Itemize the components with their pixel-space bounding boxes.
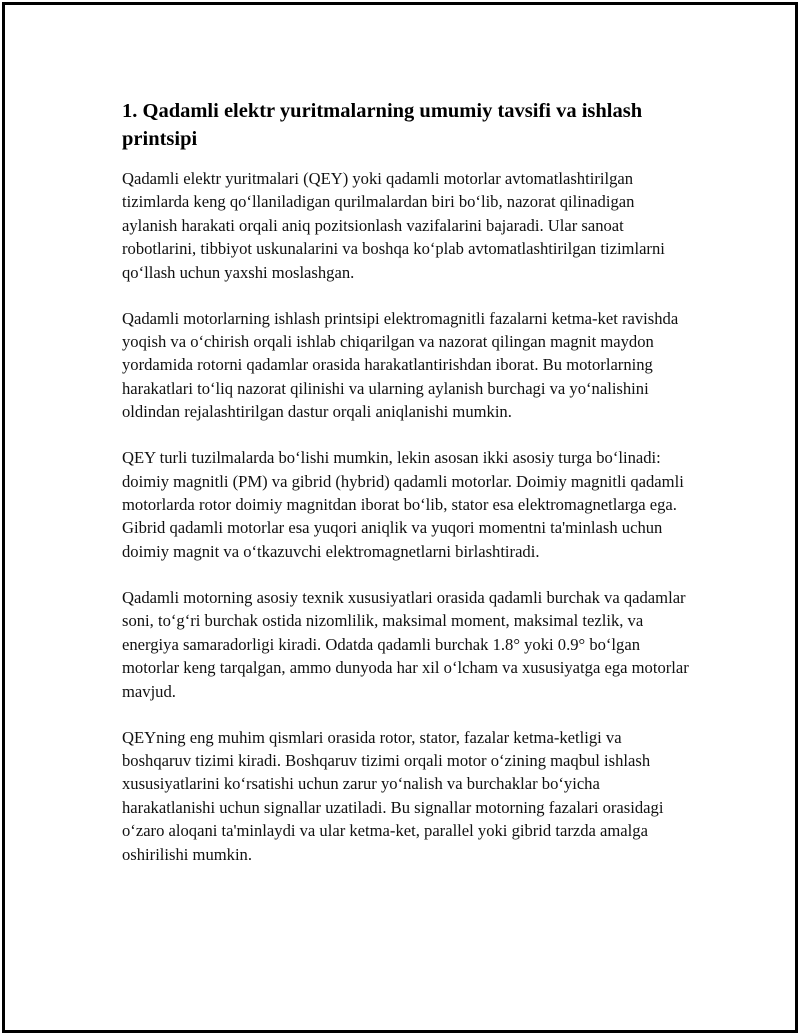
paragraph-motor-types: QEY turli tuzilmalarda bo‘lishi mumkin, lekin asosan ikki asosiy turga bo‘linadi: doimiy magnitli (PM) va gibrid (hybrid) qadamli motorlar. Doimiy magnitli qadamli motorlarda rotor doimiy magnitdan iborat bo‘lib, stator esa elektromagnetlarga ega. Gibrid qadamli motorlar esa yuqori aniqlik va yuqori momentni ta'minlash uchun doimiy magnit va o‘tkazuvchi elektromagnetlarni birlashtiradi. [122, 448, 684, 561]
page-frame [2, 2, 798, 1033]
paragraph-technical-features: Qadamli motorning asosiy texnik xususiyatlari orasida qadamli burchak va qadamlar soni, to‘g‘ri burchak ostida nizomlilik, maksimal moment, maksimal tezlik, va energiya samaradorligi kiradi. Odatda qadamli burchak 1.8° yoki 0.9° bo‘lgan motorlar keng tarqalgan, ammo dunyoda har xil o‘lcham va xususiyatga ega motorlar mavjud. [122, 587, 689, 701]
paragraph-main-parts: QEYning eng muhim qismlari orasida rotor, stator, fazalar ketma-ketligi va boshqaruv tizimi kiradi. Boshqaruv tizimi orqali motor o‘zining maqbul ishlash xususiyatlarini ko‘rsatishi uchun zarur yo‘nalish va burchaklar bo‘yicha harakatlanishi uchun signallar uzatiladi. Bu signallar motorning fazalari orasidagi o‘zaro aloqani ta'minlaydi va ular ketma-ket, parallel yoki gibrid tarzda amalga oshirilishi mumkin. [122, 727, 664, 864]
document-content [122, 97, 692, 889]
paragraph-working-principle: Qadamli motorlarning ishlash printsipi elektromagnitli fazalarni ketma-ket ravishda yoqish va o‘chirish orqali ishlab chiqarilgan va nazorat qilingan magnit maydon yordamida rotorni qadamlar orasida harakatlantirishdan iborat. Bu motorlarning harakatlari to‘liq nazorat qilinishi va ularning aylanish burchagi va yo‘nalishini oldindan rejalashtirilgan dastur orqali aniqlanishi mumkin. [122, 308, 679, 422]
paragraph-intro: Qadamli elektr yuritmalari (QEY) yoki qadamli motorlar avtomatlashtirilgan tizimlarda keng qo‘llaniladigan qurilmalardan biri bo‘lib, nazorat qilinadigan aylanish harakati orqali aniq pozitsionlash vazifalarini bajaradi. Ular sanoat robotlarini, tibbiyot uskunalarini va boshqa ko‘plab avtomatlashtirilgan tizimlarni qo‘llash uchun yaxshi moslashgan. [122, 169, 665, 282]
section-heading: 1. Qadamli elektr yuritmalarning umumiy tavsifi va ishlash printsipi [122, 100, 643, 150]
